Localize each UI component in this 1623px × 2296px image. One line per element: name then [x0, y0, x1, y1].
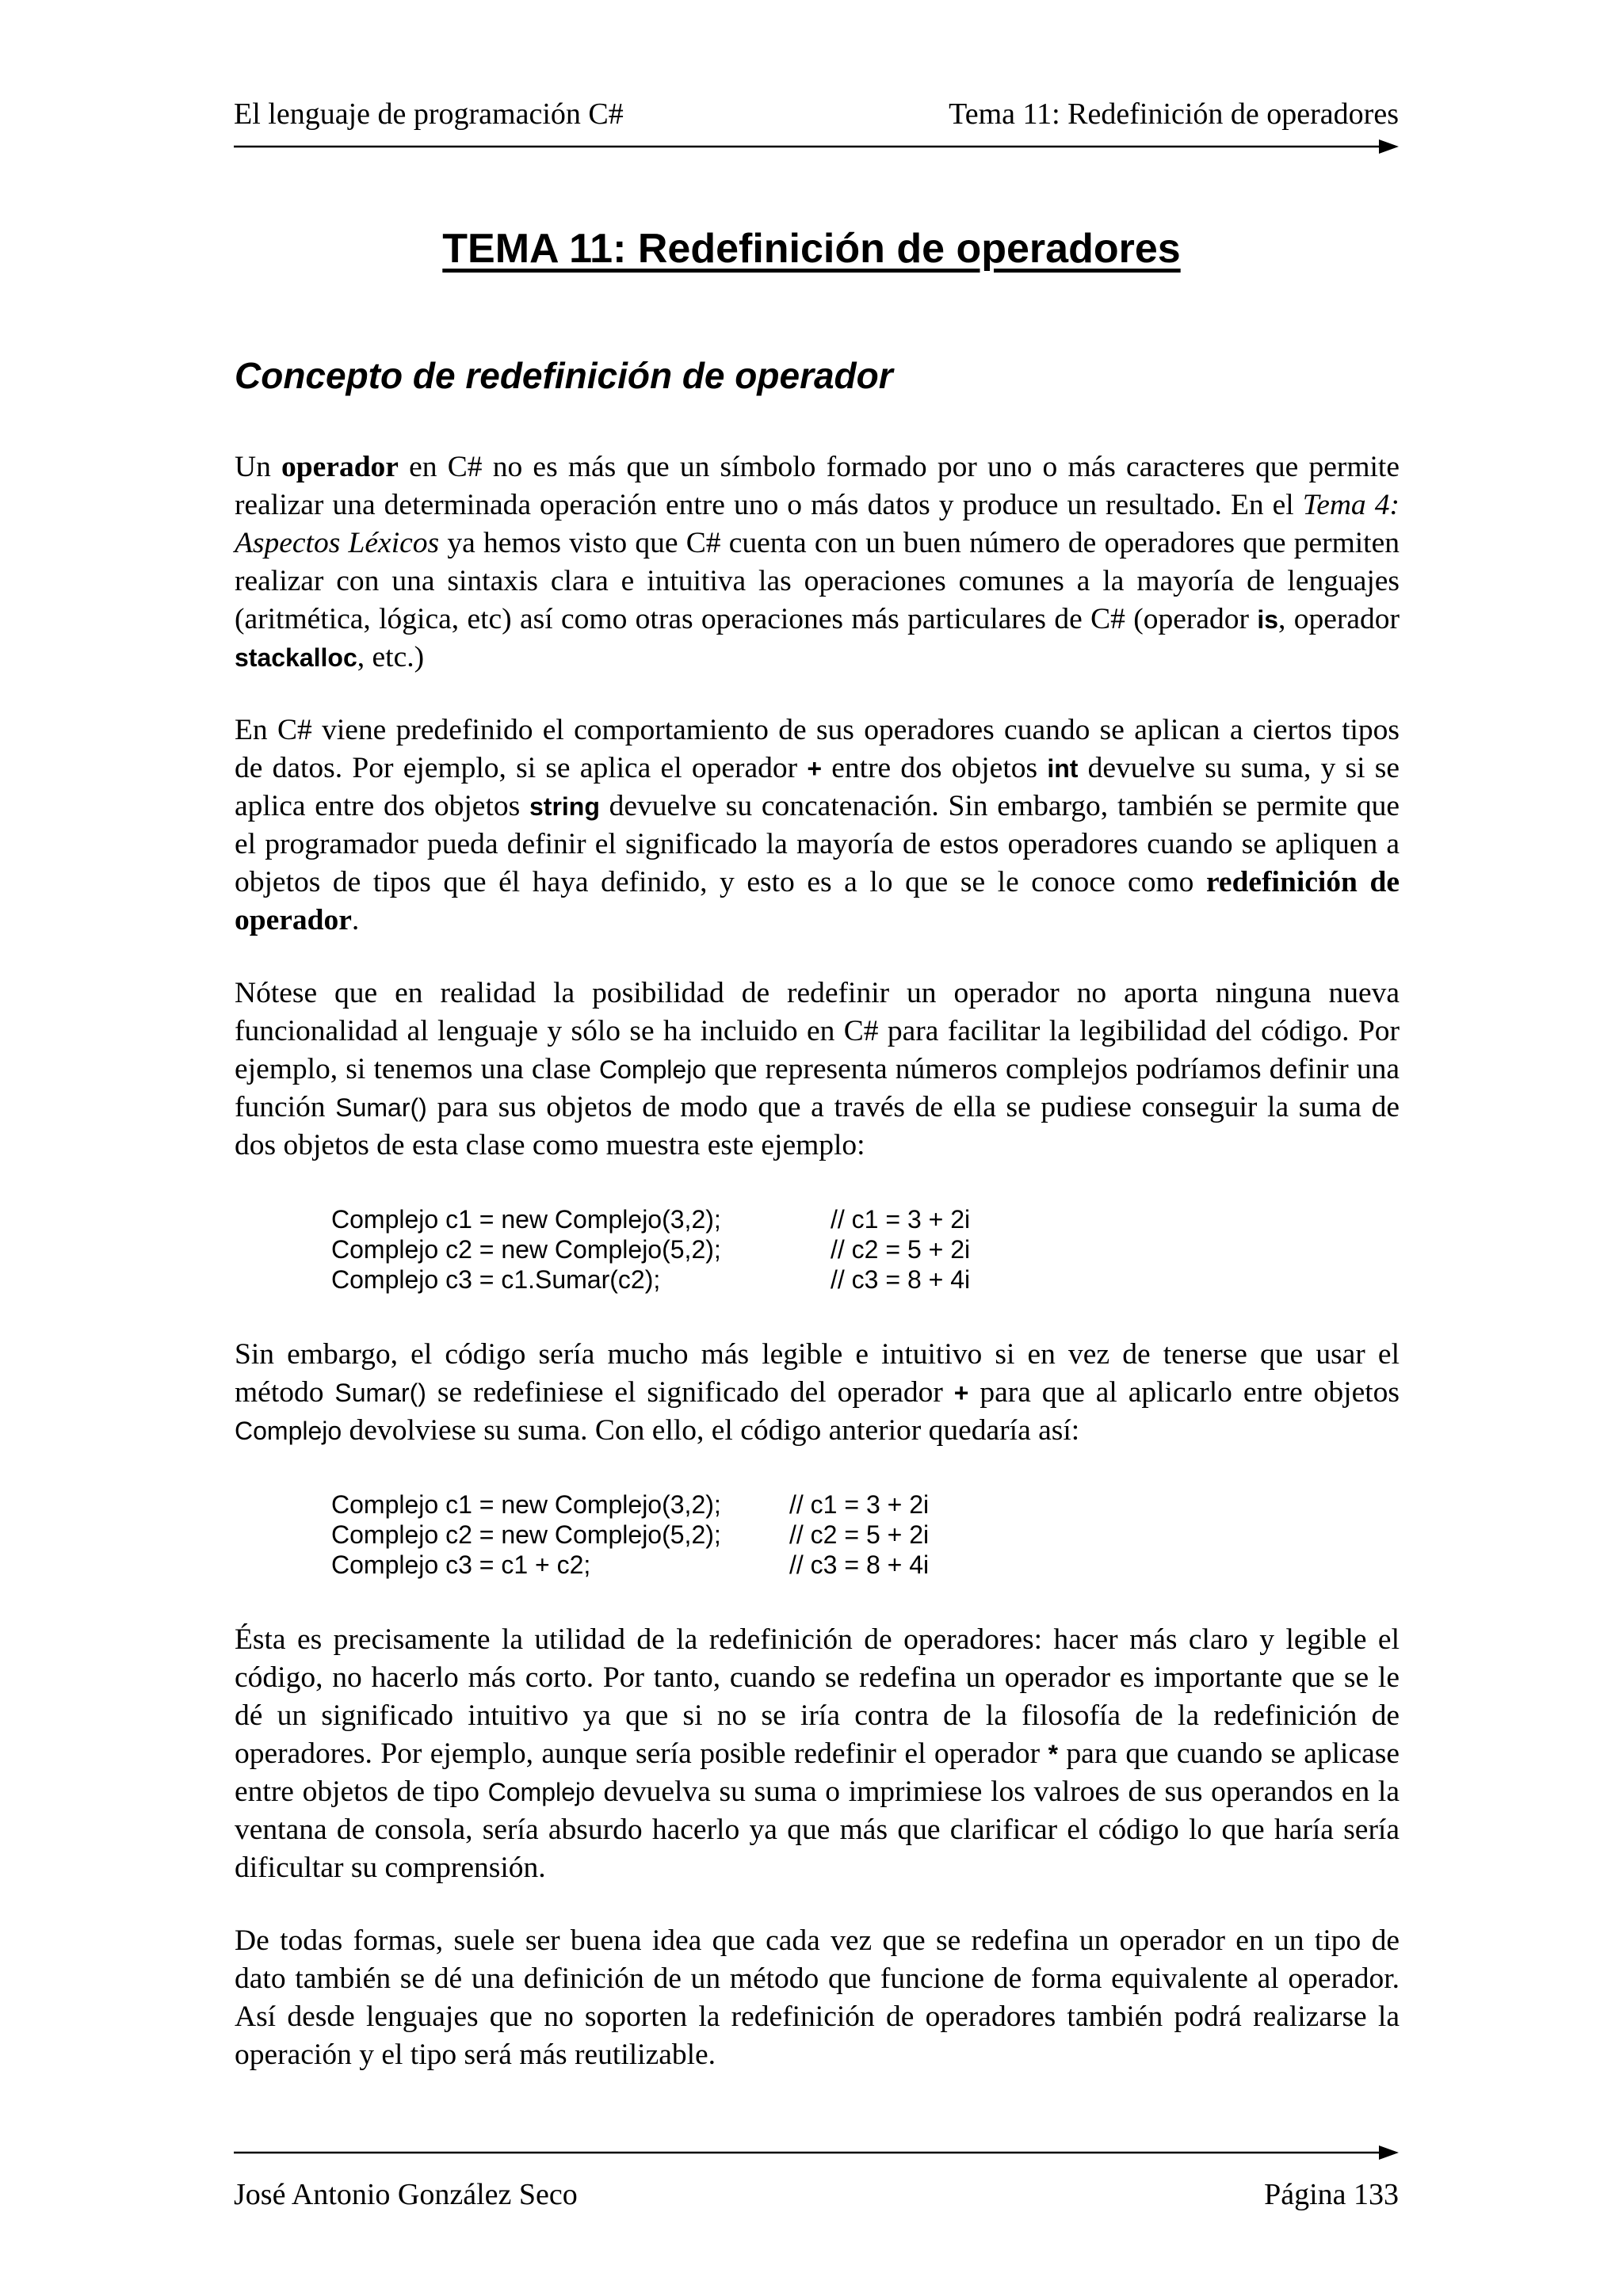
document-page: El lenguaje de programación C# Tema 11: Redefinición de operadores TEMA 11: Redefinición de operadores Concepto de redefinición de operador Un operador en C# no es más que un símbolo formado por uno o más caracteres que permite realizar una determinada operación entre uno o más datos y produce un resultado. En el Tema 4: Aspectos Léxicos ya hemos visto que C# cuenta con un buen número de operadores que permiten realizar con una sintaxis clara e intuitiva las operaciones comunes a la mayoría de lenguajes (aritmética, lógica, etc) así como otras operaciones más particulares de C# (operador is, operador stackalloc, etc.) En C# viene predefinido el comportamiento de sus operadores cuando se aplican a ciertos tipos de datos. Por ejemplo, si se aplica el operador + entre dos objetos int devuelve su suma, y si se aplica entre dos objetos string devuelve su concatenación. Sin embargo, también se permite que el programador pueda definir el significado la mayoría de estos operadores cuando se apliquen a objetos de tipos que él haya definido, y esto es a lo que se le conoce como redefinición de operador. Nótese que en realidad la posibilidad de redefinir un operador no aporta ninguna nueva funcionalidad al lenguaje y sólo se ha incluido en C# para facilitar la legibilidad del código. Por ejemplo, si tenemos una clase Complejo que representa números complejos podríamos definir una función Sumar() para sus objetos de modo que a través de ella se pudiese conseguir la suma de dos objetos de esta clase como muestra este ejemplo: Complejo c1 = new Complejo(3,2); // c1 = 3 + 2i Complejo c2 = new Complejo(5,2); // c2 = 5 + 2i Complejo c3 = c1.Sumar(c2); // c3 = 8 + 4i Sin embargo, el código sería mucho más legible e intuitivo si en vez de tenerse que usar el método Sumar() se redefiniese el significado del operador + para que al aplicarlo entre objetos Complejo devolviese su suma. Con ello, el código anterior quedaría así: Complejo c1 = new Complejo(3,2); // c1 = 3 + 2i Complejo c2 = new Complejo(5,2); // c2 = 5 + 2i Complejo c3 = c1 + c2; // c3 = 8 + 4i Ésta es precisamente la utilidad de la redefinición de operadores: hacer más claro y legible el código, no hacerlo más corto. Por tanto, cuando se redefina un operador es importante que se le dé un significado intuitivo ya que si no se iría contra de la filosofía de la redefinición de operadores. Por ejemplo, aunque sería posible redefinir el operador * para que cuando se aplicase entre objetos de tipo Complejo devuelva su suma o imprimiese los valroes de sus operandos en la ventana de consola, sería absurdo hacerlo ya que más que clarificar el código lo que haría sería dificultar su comprensión. De todas formas, suele ser buena idea que cada vez que se redefina un operador en un tipo de dato también se dé una definición de un método que funcione de forma equivalente al operador. Así desde lenguajes que no soporten la redefinición de operadores también podrá realizarse la operación y el tipo será más reutilizable. José Antonio González Seco Página 133 — [0, 0, 1623, 2296]
code-complejo: Complejo — [235, 1417, 342, 1445]
footer-page-number: Página 133 — [1264, 2178, 1399, 2211]
code-comment: // c1 = 3 + 2i — [789, 1490, 930, 1519]
footer-arrow-rule — [234, 2141, 1399, 2164]
paragraph-2: En C# viene predefinido el comportamiento de sus operadores cuando se aplican a ciertos tipos de datos. Por ejemplo, si se aplica el operador + entre dos objetos int devuelve su suma, y si se aplica entre dos objetos string devuelve su concatenación. Sin embargo, también se permite que el programador pueda definir el significado la mayoría de estos operadores cuando se apliquen a objetos de tipos que él haya definido, y esto es a lo que se le conoce como redefinición de operador. — [235, 714, 1400, 936]
paragraph-4: Sin embargo, el código sería mucho más legible e intuitivo si en vez de tenerse que usar el método Sumar() se redefiniese el significado del operador + para que al aplicarlo entre objetos Complejo devolviese su suma. Con ello, el código anterior quedaría así: — [235, 1338, 1400, 1447]
page-footer — [234, 2177, 1399, 2217]
header-book-title: El lenguaje de programación C# — [234, 97, 624, 131]
paragraph-3: Nótese que en realidad la posibilidad de redefinir un operador no aporta ninguna nueva funcionalidad al lenguaje y sólo se ha incluido en C# para facilitar la legibilidad del código. Por ejemplo, si tenemos una clase Complejo que representa números complejos podríamos definir una función Sumar() para sus objetos de modo que a través de ella se pudiese conseguir la suma de dos objetos de esta clase como muestra este ejemplo: — [235, 977, 1400, 1161]
keyword-string: string — [529, 792, 600, 821]
page-header — [234, 97, 1399, 136]
code-comment: // c3 = 8 + 4i — [789, 1550, 930, 1579]
code-comment: // c1 = 3 + 2i — [831, 1205, 971, 1234]
term-redefinicion: redefinición de operador — [235, 866, 1400, 936]
header-arrow-rule — [234, 135, 1399, 158]
page-title: TEMA 11: Redefinición de operadores — [442, 226, 1181, 272]
operator-multiply: * — [1048, 1740, 1059, 1768]
code-complejo: Complejo — [487, 1778, 595, 1806]
paragraph-5: Ésta es precisamente la utilidad de la redefinición de operadores: hacer más claro y legible el código, no hacerlo más corto. Por tanto, cuando se redefina un operador es importante que se le dé un significado intuitivo ya que si no se iría contra de la filosofía de la redefinición de operadores. Por ejemplo, aunque sería posible redefinir el operador * para que cuando se aplicase entre objetos de tipo Complejo devuelva su suma o imprimiese los valroes de sus operandos en la ventana de consola, sería absurdo hacerlo ya que más que clarificar el código lo que haría sería dificultar su comprensión. — [235, 1623, 1400, 1884]
footer-author: José Antonio González Seco — [234, 2178, 578, 2211]
operator-plus: + — [953, 1379, 969, 1407]
keyword-stackalloc: stackalloc — [235, 643, 357, 672]
paragraph-1: Un operador en C# no es más que un símbolo formado por uno o más caracteres que permite realizar una determinada operación entre uno o más datos y produce un resultado. En el Tema 4: Aspectos Léxicos ya hemos visto que C# cuenta con un buen número de operadores que permiten realizar con una sintaxis clara e intuitiva las operaciones comunes a la mayoría de lenguajes (aritmética, lógica, etc) así como otras operaciones más particulares de C# (operador is, operador stackalloc, etc.) — [235, 451, 1400, 673]
reference-tema-4: Tema 4: Aspectos Léxicos — [235, 489, 1400, 559]
term-operador: operador — [281, 451, 399, 483]
code-comment: // c2 = 5 + 2i — [831, 1235, 971, 1264]
code-comment: // c3 = 8 + 4i — [831, 1265, 971, 1294]
code-sumar: Sumar() — [335, 1093, 427, 1122]
code-complejo: Complejo — [598, 1055, 707, 1084]
paragraph-6: De todas formas, suele ser buena idea que cada vez que se redefina un operador en un tipo de dato también se dé una definición de un método que funcione de forma equivalente al operador. Así desde lenguajes que no soporten la redefinición de operadores también podrá realizarse la operación y el tipo será más reutilizable. — [235, 1924, 1400, 2071]
header-chapter-title: Tema 11: Redefinición de operadores — [949, 97, 1399, 131]
code-comment: // c2 = 5 + 2i — [789, 1520, 930, 1549]
code-sumar: Sumar() — [334, 1379, 426, 1407]
operator-plus: + — [807, 754, 823, 783]
keyword-is: is — [1257, 605, 1278, 634]
keyword-int: int — [1047, 754, 1079, 783]
section-heading: Concepto de redefinición de operador — [235, 355, 893, 396]
